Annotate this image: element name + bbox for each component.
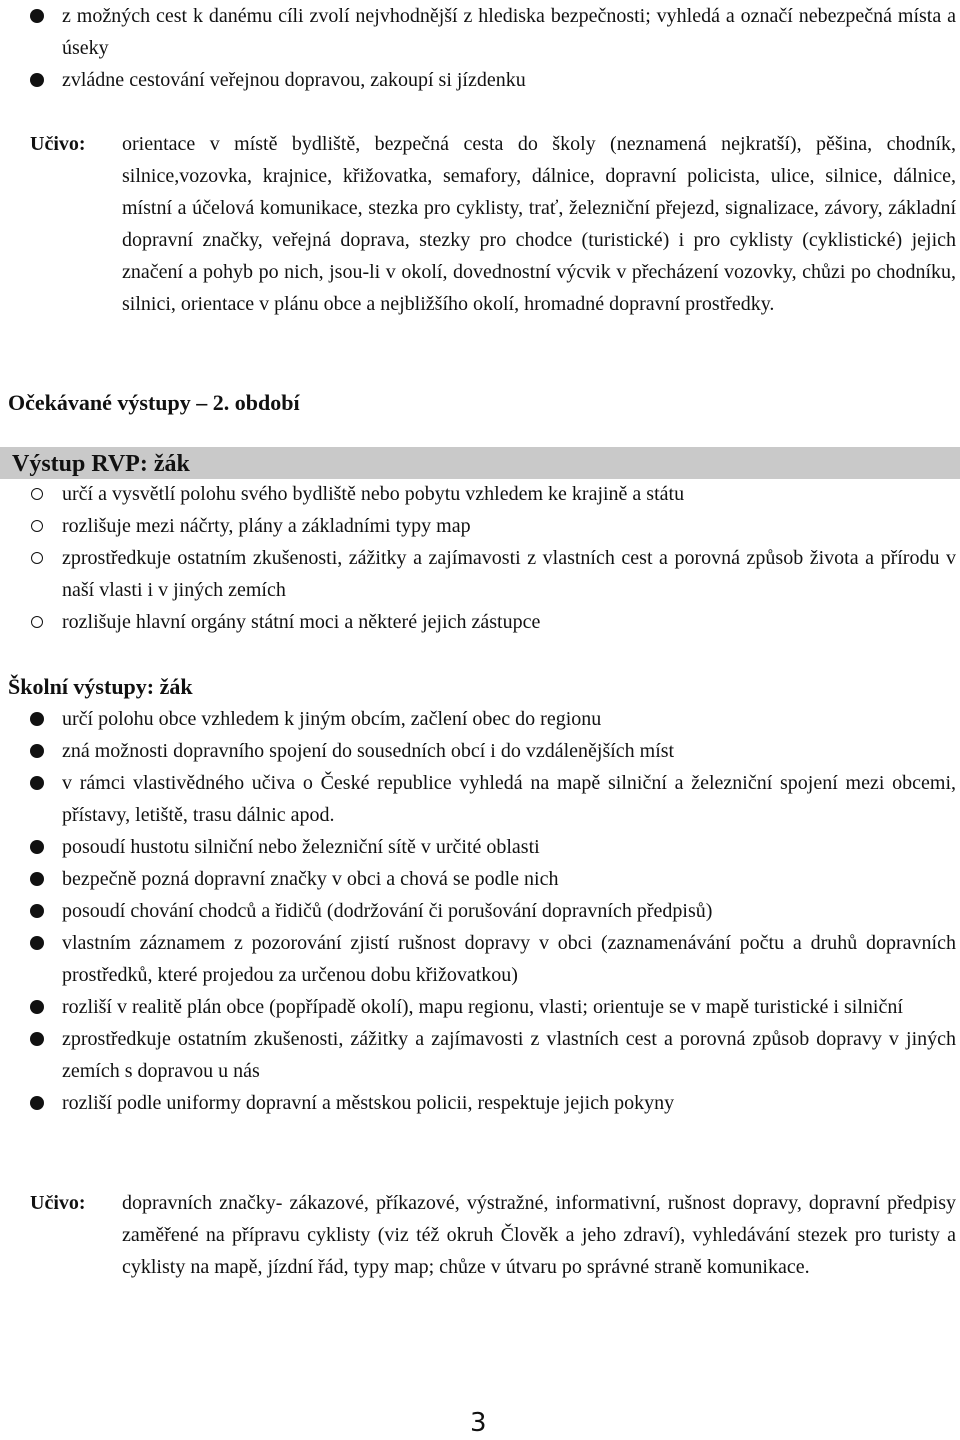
list-item: vlastním záznamem z pozorování zjistí rušnost dopravy v obci (zaznamenávání počtu a druhů dopravních prostředků, které projedou za určenou dobu křižovatkou) xyxy=(0,927,960,991)
top-bullet-list xyxy=(0,0,960,96)
list-item: určí a vysvětlí polohu svého bydliště nebo pobytu vzhledem ke krajině a státu xyxy=(0,478,960,510)
bullet-icon xyxy=(30,9,44,23)
list-item: rozliší v realitě plán obce (popřípadě okolí), mapu regionu, vlasti; orientuje se v mapě turistické i silniční xyxy=(0,991,960,1023)
list-item: rozlišuje hlavní orgány státní moci a některé jejich zástupce xyxy=(0,606,960,638)
page-number: 3 xyxy=(470,1408,487,1438)
ucivo-label: Učivo: xyxy=(30,133,86,155)
list-item: zprostředkuje ostatním zkušenosti, zážitky a zajímavosti z vlastních cest a porovná způsob dopravy v jiných zemích s dopravou u nás xyxy=(0,1023,960,1087)
list-item: v rámci vlastivědného učiva o České republice vyhledá na mapě silniční a železniční spojení mezi obcemi, přístavy, letiště, trasu dálnic apod. xyxy=(0,767,960,831)
list-item: rozlišuje mezi náčrty, plány a základními typy map xyxy=(0,510,960,542)
list-item: posoudí chování chodců a řidičů (dodržování či porušování dopravních předpisů) xyxy=(0,895,960,927)
list-item: z možných cest k danému cíli zvolí nejvhodnější z hlediska bezpečnosti; vyhledá a označí nebezpečná místa a úseky xyxy=(0,0,960,64)
section-heading: Očekávané výstupy – 2. období xyxy=(8,390,300,415)
bullet-icon xyxy=(30,1032,44,1046)
bullet-icon xyxy=(30,712,44,726)
list-item: rozliší podle uniformy dopravní a městskou policii, respektuje jejich pokyny xyxy=(0,1087,960,1119)
bullet-icon xyxy=(30,936,44,950)
list-item: zvládne cestování veřejnou dopravou, zakoupí si jízdenku xyxy=(0,64,960,96)
list-item: zprostředkuje ostatním zkušenosti, zážitky a zajímavosti z vlastních cest a porovná způsob života a přírodu v naší vlasti i v jiných zemích xyxy=(0,542,960,606)
ucivo-text: dopravních značky- zákazové, příkazové, výstražné, informativní, rušnost dopravy, dopravní předpisy zaměřené na přípravu cyklisty (viz též okruh Člověk a jeho zdraví), vyhledávání stezek pro turisty a cyklisty na mapě, jízdní řád, typy map; chůze v útvaru po správné straně komunikace. xyxy=(122,1192,956,1278)
rvp-heading: Výstup RVP: žák xyxy=(12,451,190,477)
circle-bullet-icon xyxy=(31,552,43,564)
rvp-heading-band xyxy=(0,447,960,479)
bullet-icon xyxy=(30,73,44,87)
skolni-list xyxy=(0,703,960,1119)
bullet-icon xyxy=(30,840,44,854)
list-item: posoudí hustotu silniční nebo železniční sítě v určité oblasti xyxy=(0,831,960,863)
bullet-icon xyxy=(30,1000,44,1014)
bullet-icon xyxy=(30,1096,44,1110)
ucivo-label: Učivo: xyxy=(30,1192,86,1214)
bullet-icon xyxy=(30,776,44,790)
ucivo-block-2 xyxy=(0,1187,960,1283)
circle-bullet-icon xyxy=(31,488,43,500)
list-item: určí polohu obce vzhledem k jiným obcím, začlení obec do regionu xyxy=(0,703,960,735)
bullet-icon xyxy=(30,744,44,758)
skolni-heading: Školní výstupy: žák xyxy=(8,674,193,699)
bullet-icon xyxy=(30,872,44,886)
ucivo-block-1 xyxy=(0,128,960,320)
ucivo-text: orientace v místě bydliště, bezpečná cesta do školy (neznamená nejkratší), pěšina, chodník, silnice,vozovka, krajnice, křižovatka, semafory, dálnice, dopravní policista, ulice, silnice, dálnice, místní a účelová komunikace, stezka pro cyklisty, trať, železniční přejezd, signalizace, závory, základní dopravní značky, veřejná doprava, stezky pro chodce (turistické) i pro cyklisty (cyklistické) jejich značení a pohyb po nich, jsou-li v okolí, dovednostní výcvik v přecházení vozovky, chůzi po chodníku, silnici, orientace v plánu obce a nejbližšího okolí, hromadné dopravní prostředky. xyxy=(122,133,956,315)
circle-bullet-icon xyxy=(31,616,43,628)
list-item: bezpečně pozná dopravní značky v obci a chová se podle nich xyxy=(0,863,960,895)
circle-bullet-icon xyxy=(31,520,43,532)
rvp-list xyxy=(0,478,960,638)
bullet-icon xyxy=(30,904,44,918)
list-item: zná možnosti dopravního spojení do sousedních obcí i do vzdálenějších míst xyxy=(0,735,960,767)
